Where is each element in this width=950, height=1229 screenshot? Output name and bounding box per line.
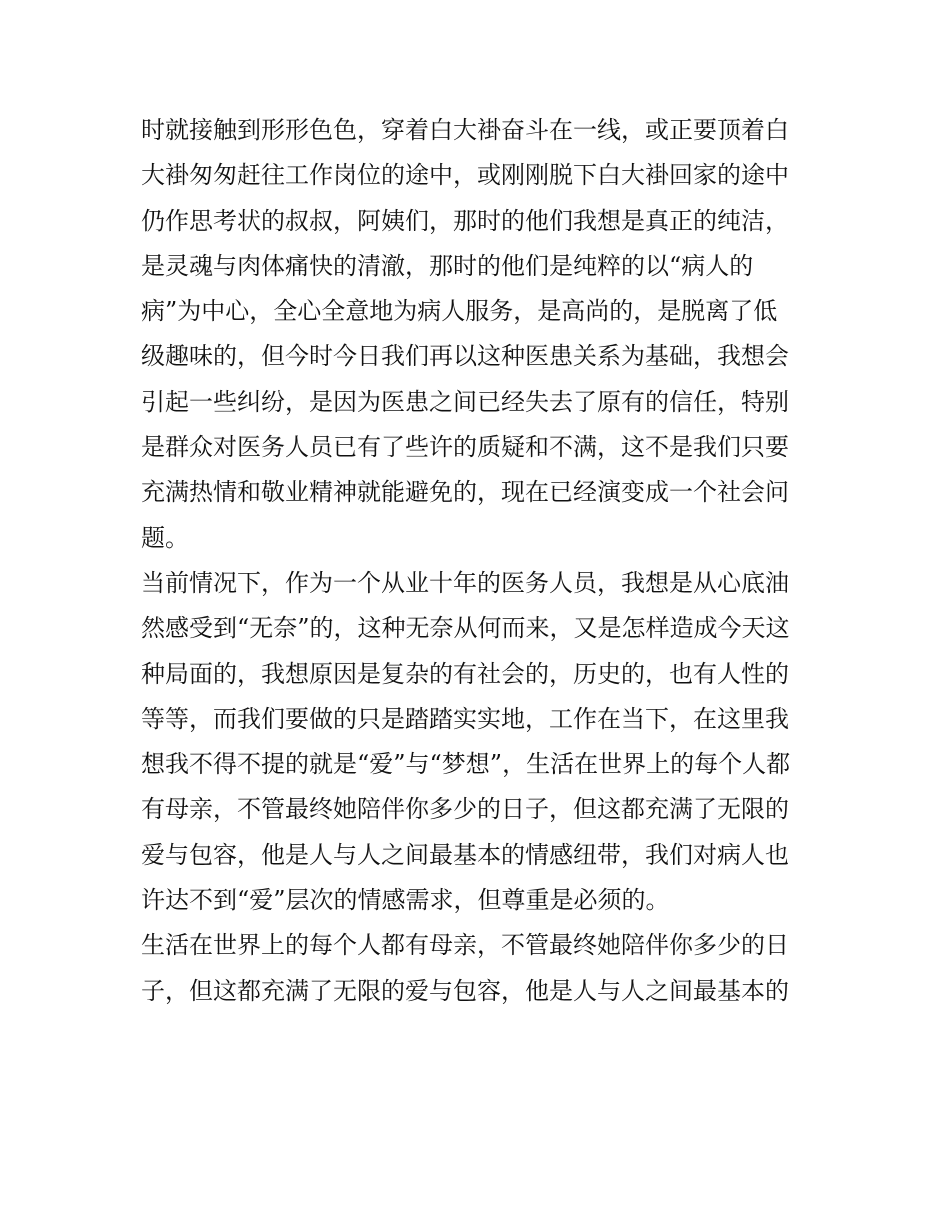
text-line: 仍作思考状的叔叔，阿姨们，那时的他们我想是真正的纯洁，: [141, 206, 789, 235]
text-line: 爱与包容，他是人与人之间最基本的情感纽带，我们对病人也: [141, 840, 789, 869]
body-text: [141, 108, 821, 1014]
text-line: 种局面的，我想原因是复杂的有社会的，历史的，也有人性的: [141, 659, 789, 688]
text-line: 子，但这都充满了无限的爱与包容，他是人与人之间最基本的: [141, 976, 789, 1005]
text-line: 当前情况下，作为一个从业十年的医务人员，我想是从心底油: [141, 568, 789, 597]
text-line: 想我不得不提的就是“爱”与“梦想”，生活在世界上的每个人都: [141, 750, 791, 779]
text-line: 然感受到“无奈”的，这种无奈从何而来，又是怎样造成今天这: [141, 614, 790, 643]
text-line: 时就接触到形形色色，穿着白大褂奋斗在一线，或正要顶着白: [141, 116, 789, 144]
text-line: 大褂匆匆赶往工作岗位的途中，或刚刚脱下白大褂回家的途中: [141, 161, 789, 190]
text-line: 有母亲，不管最终她陪伴你多少的日子，但这都充满了无限的: [141, 795, 789, 824]
text-line: 生活在世界上的每个人都有母亲，不管最终她陪伴你多少的日: [141, 931, 789, 960]
text-line: 级趣味的，但今时今日我们再以这种医患关系为基础，我想会: [141, 342, 789, 371]
text-line: 许达不到“爱”层次的情感需求，但尊重是必须的。: [141, 886, 670, 915]
text-line: 引起一些纠纷，是因为医患之间已经失去了原有的信任，特别: [141, 387, 789, 416]
text-line: 病”为中心，全心全意地为病人服务，是高尚的，是脱离了低: [141, 297, 778, 326]
text-line: 等等，而我们要做的只是踏踏实实地，工作在当下，在这里我: [141, 704, 789, 733]
text-line: 是群众对医务人员已有了些许的质疑和不满，这不是我们只要: [141, 433, 789, 462]
text-line: 是灵魂与肉体痛快的清澈，那时的他们是纯粹的以“病人的: [141, 251, 754, 280]
text-line: 充满热情和敬业精神就能避免的，现在已经演变成一个社会问: [141, 478, 789, 507]
text-line: 题。: [141, 523, 189, 552]
